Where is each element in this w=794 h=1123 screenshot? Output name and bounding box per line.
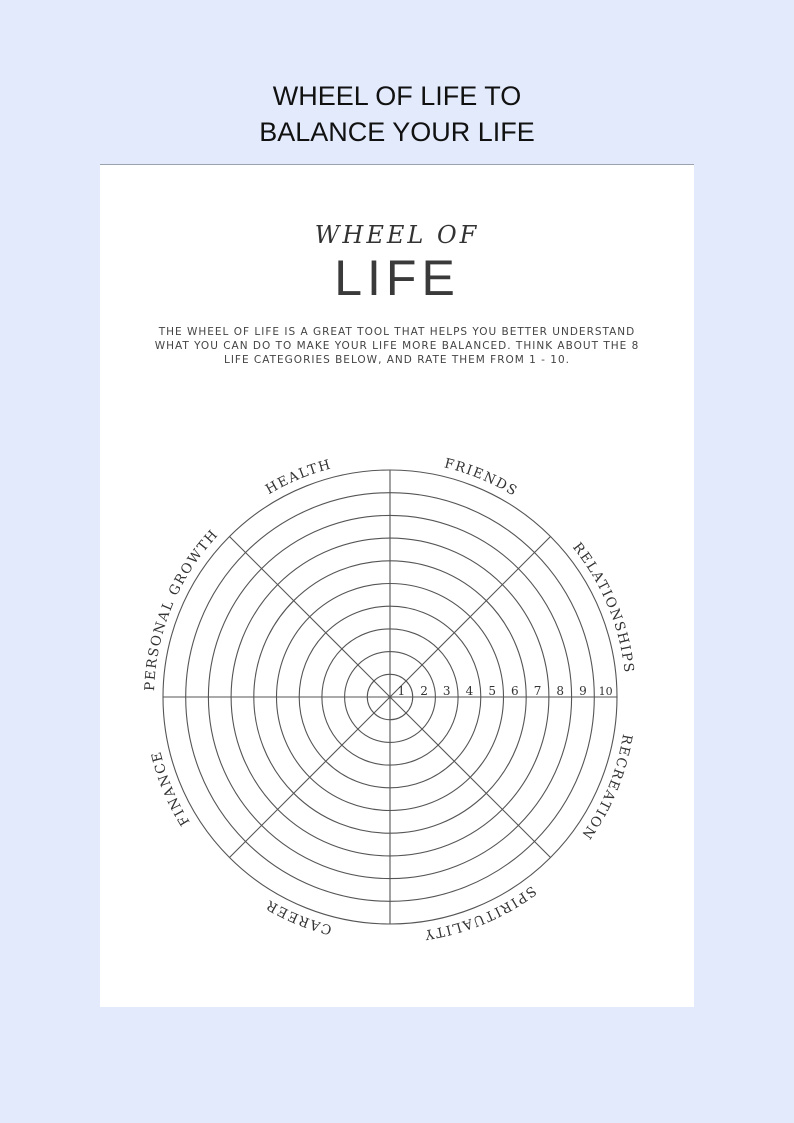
category-label-relationships: RELATIONSHIPS [569,539,637,675]
wheel-category-labels [142,455,637,942]
scale-label-4: 4 [465,684,474,698]
wheel-of-life-diagram [100,165,694,1007]
scale-label-5: 5 [488,684,496,698]
category-label-recreation: RECREATION [577,732,636,843]
scale-label-9: 9 [579,684,587,698]
category-label-finance: FINANCE [148,748,194,829]
worksheet-intro: THE WHEEL OF LIFE IS A GREAT TOOL THAT HELPS YOU BETTER UNDERSTAND WHAT YOU CAN DO TO MAKE YOUR LIFE MORE BALANCED. THINK ABOUT THE 8 LIFE CATEGORIES BELOW, AND RATE THEM FROM 1 - 10. [154,326,640,366]
scale-label-8: 8 [556,684,565,698]
banner-line-1: WHEEL OF LIFE TO [272,81,522,111]
category-label-friends: FRIENDS [442,455,521,500]
scale-label-7: 7 [533,684,542,698]
scale-label-2: 2 [420,684,428,698]
category-label-career: CAREER [262,896,334,938]
category-label-personal-growth: PERSONAL GROWTH [142,526,222,692]
worksheet-title-big: LIFE [334,250,460,306]
scale-label-3: 3 [442,684,451,698]
banner-line-2: BALANCE YOUR LIFE [259,117,535,147]
category-label-health: HEALTH [262,456,334,498]
scale-label-6: 6 [511,684,519,698]
category-label-spirituality: SPIRITUALITY [422,882,539,943]
worksheet [100,164,694,1007]
page-banner [0,78,794,150]
scale-label-10: 10 [598,685,613,698]
worksheet-title-small: WHEEL OF [314,221,480,249]
scale-label-1: 1 [397,684,406,698]
wheel-spokes [163,470,617,924]
wheel-scale [398,684,613,698]
